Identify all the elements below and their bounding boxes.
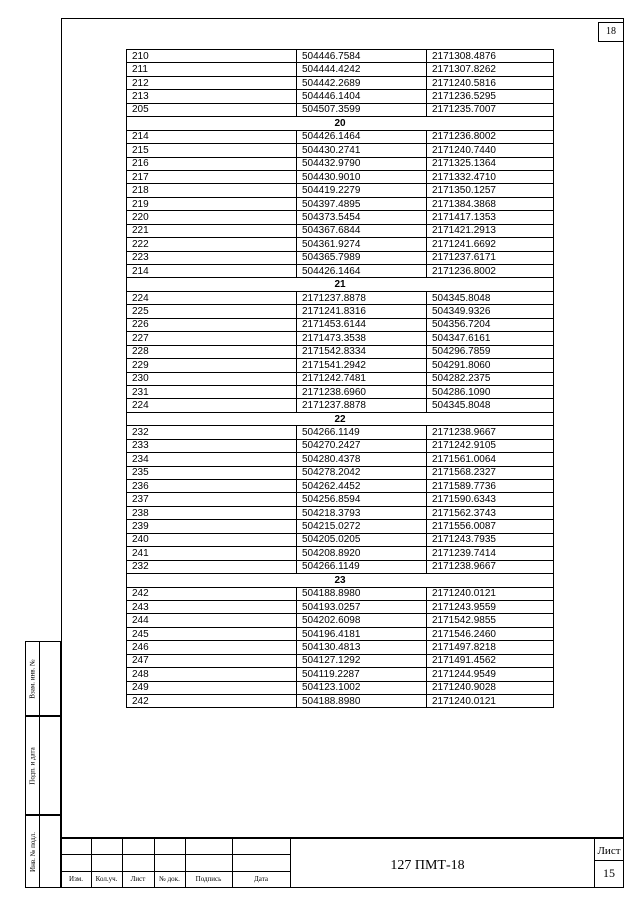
- coord-1: 504442.2689: [297, 76, 427, 89]
- table-row: [127, 103, 554, 116]
- page-tag: 18: [598, 22, 624, 42]
- coord-2: 504286.1090: [427, 385, 554, 398]
- group-title: 21: [127, 278, 554, 291]
- point-number: 241: [127, 547, 297, 560]
- point-number: 226: [127, 318, 297, 331]
- coord-2: 504345.8048: [427, 291, 554, 304]
- sheet-number: 15: [603, 866, 615, 880]
- point-number: 214: [127, 130, 297, 143]
- group-header-row: [127, 412, 554, 425]
- table-row: [127, 614, 554, 627]
- table-row: [127, 480, 554, 493]
- coord-1: 504218.3793: [297, 506, 427, 519]
- point-number: 248: [127, 668, 297, 681]
- coord-1: 504446.7584: [297, 50, 427, 63]
- point-number: 231: [127, 385, 297, 398]
- side-strip-podp-value: [40, 716, 61, 815]
- coord-1: 504507.3599: [297, 103, 427, 116]
- coord-1: 504196.4181: [297, 627, 427, 640]
- stamp-label-doc-num: № док.: [159, 875, 180, 883]
- coord-1: 504202.6098: [297, 614, 427, 627]
- coord-2: 504356.7204: [427, 318, 554, 331]
- sheet-label: Лист: [597, 845, 621, 857]
- side-strip-vzam-value: [40, 641, 61, 716]
- point-number: 229: [127, 359, 297, 372]
- coord-2: 2171238.9667: [427, 426, 554, 439]
- coord-1: 504188.8980: [297, 587, 427, 600]
- coord-2: 504347.6161: [427, 332, 554, 345]
- point-number: 212: [127, 76, 297, 89]
- point-number: 232: [127, 560, 297, 573]
- table-row: [127, 695, 554, 708]
- point-number: 218: [127, 184, 297, 197]
- coord-2: 2171590.6343: [427, 493, 554, 506]
- side-label-podp: Подп. и дата: [28, 746, 37, 785]
- coord-2: 2171497.8218: [427, 641, 554, 654]
- point-number: 237: [127, 493, 297, 506]
- point-number: 239: [127, 520, 297, 533]
- coord-2: 2171240.0121: [427, 587, 554, 600]
- point-number: 232: [127, 426, 297, 439]
- stamp-label-list: Лист: [130, 875, 146, 883]
- table-row: [127, 224, 554, 237]
- table-row: [127, 587, 554, 600]
- coord-2: 2171589.7736: [427, 480, 554, 493]
- stamp-label-izm: Изм.: [69, 875, 83, 883]
- coord-2: 2171240.7440: [427, 144, 554, 157]
- table-row: [127, 184, 554, 197]
- group-title: 22: [127, 412, 554, 425]
- table-row: [127, 681, 554, 694]
- table-row: [127, 144, 554, 157]
- table-row: [127, 493, 554, 506]
- coord-1: 504361.9274: [297, 238, 427, 251]
- table-row: [127, 170, 554, 183]
- table-row: [127, 238, 554, 251]
- table-row: [127, 439, 554, 452]
- coord-1: 2171238.6960: [297, 385, 427, 398]
- point-number: 240: [127, 533, 297, 546]
- coord-2: 2171421.2913: [427, 224, 554, 237]
- table-row: [127, 453, 554, 466]
- table-row: [127, 547, 554, 560]
- coord-2: 2171242.9105: [427, 439, 554, 452]
- point-number: 235: [127, 466, 297, 479]
- coord-1: 2171237.8878: [297, 291, 427, 304]
- coord-2: 2171562.3743: [427, 506, 554, 519]
- coord-1: 504266.1149: [297, 560, 427, 573]
- point-number: 234: [127, 453, 297, 466]
- coord-2: 2171241.6692: [427, 238, 554, 251]
- stamp-label-signature: Подпись: [195, 875, 222, 883]
- coord-1: 504365.7989: [297, 251, 427, 264]
- point-number: 217: [127, 170, 297, 183]
- coord-1: 504205.0205: [297, 533, 427, 546]
- table-row: [127, 520, 554, 533]
- table-row: [127, 332, 554, 345]
- table-row: [127, 372, 554, 385]
- coord-2: 2171542.9855: [427, 614, 554, 627]
- coord-2: 2171325.1364: [427, 157, 554, 170]
- coord-1: 504256.8594: [297, 493, 427, 506]
- point-number: 216: [127, 157, 297, 170]
- table-row: [127, 130, 554, 143]
- point-number: 220: [127, 211, 297, 224]
- point-number: 242: [127, 695, 297, 708]
- coord-2: 2171350.1257: [427, 184, 554, 197]
- coord-1: 504280.4378: [297, 453, 427, 466]
- coord-1: 504208.8920: [297, 547, 427, 560]
- coord-1: 2171242.7481: [297, 372, 427, 385]
- point-number: 242: [127, 587, 297, 600]
- coord-1: 2171542.8334: [297, 345, 427, 358]
- coord-2: 2171239.7414: [427, 547, 554, 560]
- coord-2: 2171568.2327: [427, 466, 554, 479]
- group-header-row: [127, 117, 554, 130]
- coord-2: 2171561.0064: [427, 453, 554, 466]
- coord-1: 504193.0257: [297, 600, 427, 613]
- coord-2: 2171417.1353: [427, 211, 554, 224]
- point-number: 249: [127, 681, 297, 694]
- table-row: [127, 506, 554, 519]
- point-number: 245: [127, 627, 297, 640]
- coord-1: 504119.2287: [297, 668, 427, 681]
- point-number: 224: [127, 399, 297, 412]
- coord-2: 2171236.5295: [427, 90, 554, 103]
- table-row: [127, 560, 554, 573]
- table-row: [127, 291, 554, 304]
- point-number: 228: [127, 345, 297, 358]
- coord-1: 504397.4895: [297, 197, 427, 210]
- coord-1: 2171453.6144: [297, 318, 427, 331]
- coord-2: 2171240.5816: [427, 76, 554, 89]
- coord-1: 2171473.3538: [297, 332, 427, 345]
- coord-1: 504419.2279: [297, 184, 427, 197]
- group-header-row: [127, 574, 554, 587]
- coord-2: 2171236.8002: [427, 265, 554, 278]
- table-row: [127, 197, 554, 210]
- group-header-row: [127, 278, 554, 291]
- coord-2: 2171235.7007: [427, 103, 554, 116]
- coord-1: 504215.0272: [297, 520, 427, 533]
- coord-1: 504278.2042: [297, 466, 427, 479]
- coord-1: 504446.1404: [297, 90, 427, 103]
- point-number: 233: [127, 439, 297, 452]
- coord-1: 504444.4242: [297, 63, 427, 76]
- coord-2: 2171556.0087: [427, 520, 554, 533]
- point-number: 243: [127, 600, 297, 613]
- coord-1: 2171241.8316: [297, 305, 427, 318]
- coord-2: 2171243.9559: [427, 600, 554, 613]
- table-row: [127, 399, 554, 412]
- table-row: [127, 627, 554, 640]
- table-row: [127, 466, 554, 479]
- table-row: [127, 50, 554, 63]
- point-number: 223: [127, 251, 297, 264]
- coord-2: 2171236.8002: [427, 130, 554, 143]
- side-label-vzam: Взам. инв. №: [28, 658, 37, 699]
- table-row: [127, 157, 554, 170]
- coord-2: 2171244.9549: [427, 668, 554, 681]
- table-row: [127, 265, 554, 278]
- point-number: 246: [127, 641, 297, 654]
- table-row: [127, 90, 554, 103]
- coord-2: 2171240.9028: [427, 681, 554, 694]
- coord-2: 2171491.4562: [427, 654, 554, 667]
- stamp-label-date: Дата: [254, 875, 268, 883]
- side-strip-inv-podl-value: [40, 815, 61, 888]
- table-row: [127, 305, 554, 318]
- point-number: 211: [127, 63, 297, 76]
- point-number: 210: [127, 50, 297, 63]
- table-row: [127, 76, 554, 89]
- group-title: 23: [127, 574, 554, 587]
- coordinates-table: [126, 49, 554, 708]
- coord-1: 2171237.8878: [297, 399, 427, 412]
- coord-2: 504345.8048: [427, 399, 554, 412]
- table-row: [127, 654, 554, 667]
- point-number: 215: [127, 144, 297, 157]
- table-row: [127, 345, 554, 358]
- coord-1: 504266.1149: [297, 426, 427, 439]
- coord-2: 2171243.7935: [427, 533, 554, 546]
- coord-1: 504373.5454: [297, 211, 427, 224]
- table-row: [127, 426, 554, 439]
- table-row: [127, 359, 554, 372]
- point-number: 244: [127, 614, 297, 627]
- table-row: [127, 63, 554, 76]
- point-number: 247: [127, 654, 297, 667]
- table-row: [127, 641, 554, 654]
- coord-2: 2171237.6171: [427, 251, 554, 264]
- coord-1: 504426.1464: [297, 265, 427, 278]
- coord-2: 504282.2375: [427, 372, 554, 385]
- coord-1: 504188.8980: [297, 695, 427, 708]
- coord-1: 504430.2741: [297, 144, 427, 157]
- coord-1: 504127.1292: [297, 654, 427, 667]
- point-number: 236: [127, 480, 297, 493]
- group-title: 20: [127, 117, 554, 130]
- coord-2: 2171546.2460: [427, 627, 554, 640]
- side-label-inv-podl: Инв. № подл.: [28, 831, 37, 872]
- coord-1: 504426.1464: [297, 130, 427, 143]
- coord-1: 504270.2427: [297, 439, 427, 452]
- stamp-label-kol-uch: Кол.уч.: [95, 875, 118, 883]
- point-number: 230: [127, 372, 297, 385]
- coord-2: 2171384.3868: [427, 197, 554, 210]
- coord-2: 504296.7859: [427, 345, 554, 358]
- document-title: 127 ПМТ-18: [390, 858, 465, 873]
- point-number: 224: [127, 291, 297, 304]
- coord-1: 504262.4452: [297, 480, 427, 493]
- coord-2: 2171240.0121: [427, 695, 554, 708]
- coord-2: 2171308.4876: [427, 50, 554, 63]
- table-row: [127, 251, 554, 264]
- table-row: [127, 533, 554, 546]
- point-number: 219: [127, 197, 297, 210]
- table-row: [127, 385, 554, 398]
- coord-1: 504123.1002: [297, 681, 427, 694]
- coord-2: 504291.8060: [427, 359, 554, 372]
- coord-1: 504130.4813: [297, 641, 427, 654]
- coord-2: 2171307.8262: [427, 63, 554, 76]
- table-row: [127, 211, 554, 224]
- coord-2: 2171238.9667: [427, 560, 554, 573]
- point-number: 221: [127, 224, 297, 237]
- point-number: 227: [127, 332, 297, 345]
- coord-1: 504367.6844: [297, 224, 427, 237]
- coord-1: 504432.9790: [297, 157, 427, 170]
- point-number: 205: [127, 103, 297, 116]
- coord-2: 2171332.4710: [427, 170, 554, 183]
- coord-1: 2171541.2942: [297, 359, 427, 372]
- table-row: [127, 318, 554, 331]
- point-number: 225: [127, 305, 297, 318]
- point-number: 238: [127, 506, 297, 519]
- point-number: 222: [127, 238, 297, 251]
- coord-1: 504430.9010: [297, 170, 427, 183]
- table-row: [127, 600, 554, 613]
- table-row: [127, 668, 554, 681]
- coord-2: 504349.9326: [427, 305, 554, 318]
- point-number: 214: [127, 265, 297, 278]
- point-number: 213: [127, 90, 297, 103]
